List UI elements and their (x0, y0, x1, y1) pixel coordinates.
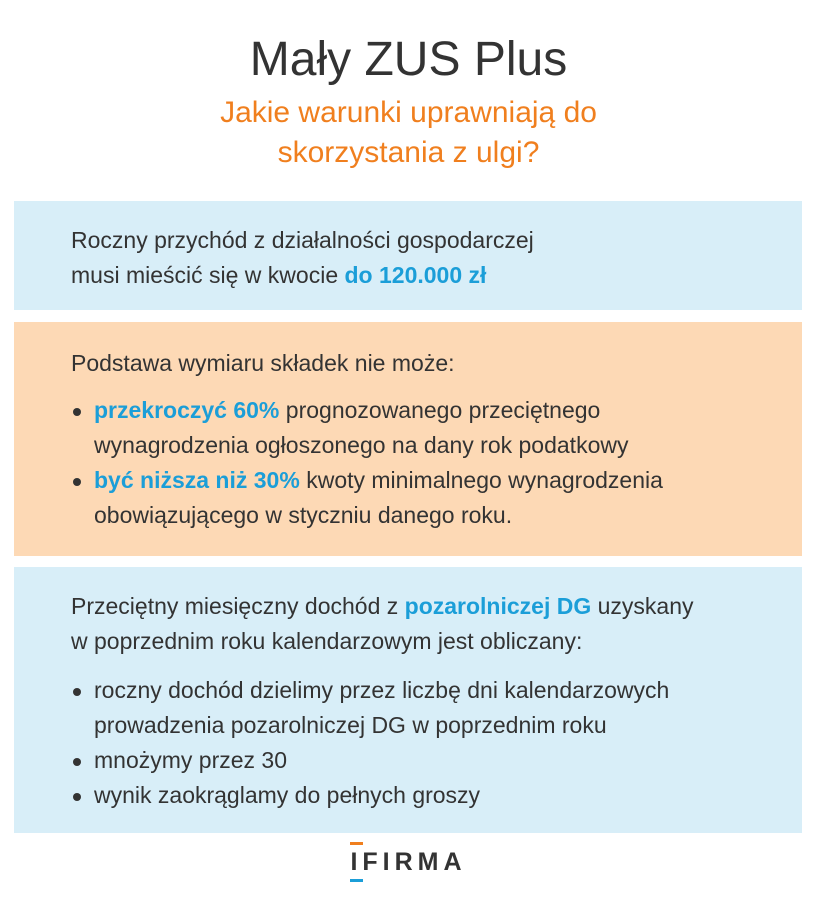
step-text: roczny dochód dzielimy przez liczbę dni kalendarzowych (94, 677, 670, 703)
item-text: kwoty minimalnego wynagrodzenia (299, 467, 663, 493)
max-percent-highlight: przekroczyć 60% (94, 397, 280, 423)
income-line-2 (71, 258, 802, 293)
step-text-line-2: prowadzenia pozarolniczej DG w poprzednim roku (94, 712, 607, 738)
logo-i-mark: I (350, 848, 362, 877)
list-item (71, 778, 802, 813)
bullet-icon (73, 408, 81, 416)
list-item (71, 673, 802, 743)
subtitle-line-2: skorzystania z ulgi? (277, 136, 540, 169)
income-limit-highlight: do 120.000 zł (344, 262, 487, 288)
item-text-line-2: wynagrodzenia ogłoszonego na dany rok podatkowy (94, 432, 629, 458)
step-text: mnożymy przez 30 (94, 747, 288, 773)
calculation-steps-list (71, 673, 802, 813)
list-item (71, 743, 802, 778)
bullet-icon (73, 758, 81, 766)
list-item (71, 393, 802, 463)
step-text: wynik zaokrąglamy do pełnych groszy (94, 782, 481, 808)
page-title: Mały ZUS Plus (249, 33, 568, 86)
logo-text: FIRMA (362, 848, 467, 876)
item-text-line-2: obowiązującego w styczniu danego roku. (94, 502, 513, 528)
logo-blue-bar (350, 879, 363, 882)
income-line-1: Roczny przychód z działalności gospodarczej (71, 227, 534, 253)
contribution-list (71, 393, 802, 533)
non-agricultural-dg-highlight: pozarolniczej DG (404, 593, 592, 619)
bullet-icon (73, 688, 81, 696)
ifirma-logo (0, 848, 817, 877)
income-text: musi mieścić się w kwocie (71, 262, 345, 288)
calculation-intro-line-2: w poprzednim roku kalendarzowym jest obliczany: (71, 628, 583, 654)
page-subtitle (0, 93, 817, 173)
contribution-base-box (14, 322, 802, 556)
bullet-icon (73, 793, 81, 801)
logo-orange-bar (350, 842, 363, 845)
item-text: prognozowanego przeciętnego (279, 397, 601, 423)
bullet-icon (73, 478, 81, 486)
list-item (71, 463, 802, 533)
income-condition-box (14, 201, 802, 310)
calculation-intro-line-1: Przeciętny miesięczny dochód z pozarolniczej DG uzyskany (71, 593, 694, 619)
contribution-intro: Podstawa wymiaru składek nie może: (71, 350, 455, 376)
min-percent-highlight: być niższa niż 30% (94, 467, 300, 493)
income-calculation-box (14, 567, 802, 833)
subtitle-line-1: Jakie warunki uprawniają do (220, 96, 597, 129)
